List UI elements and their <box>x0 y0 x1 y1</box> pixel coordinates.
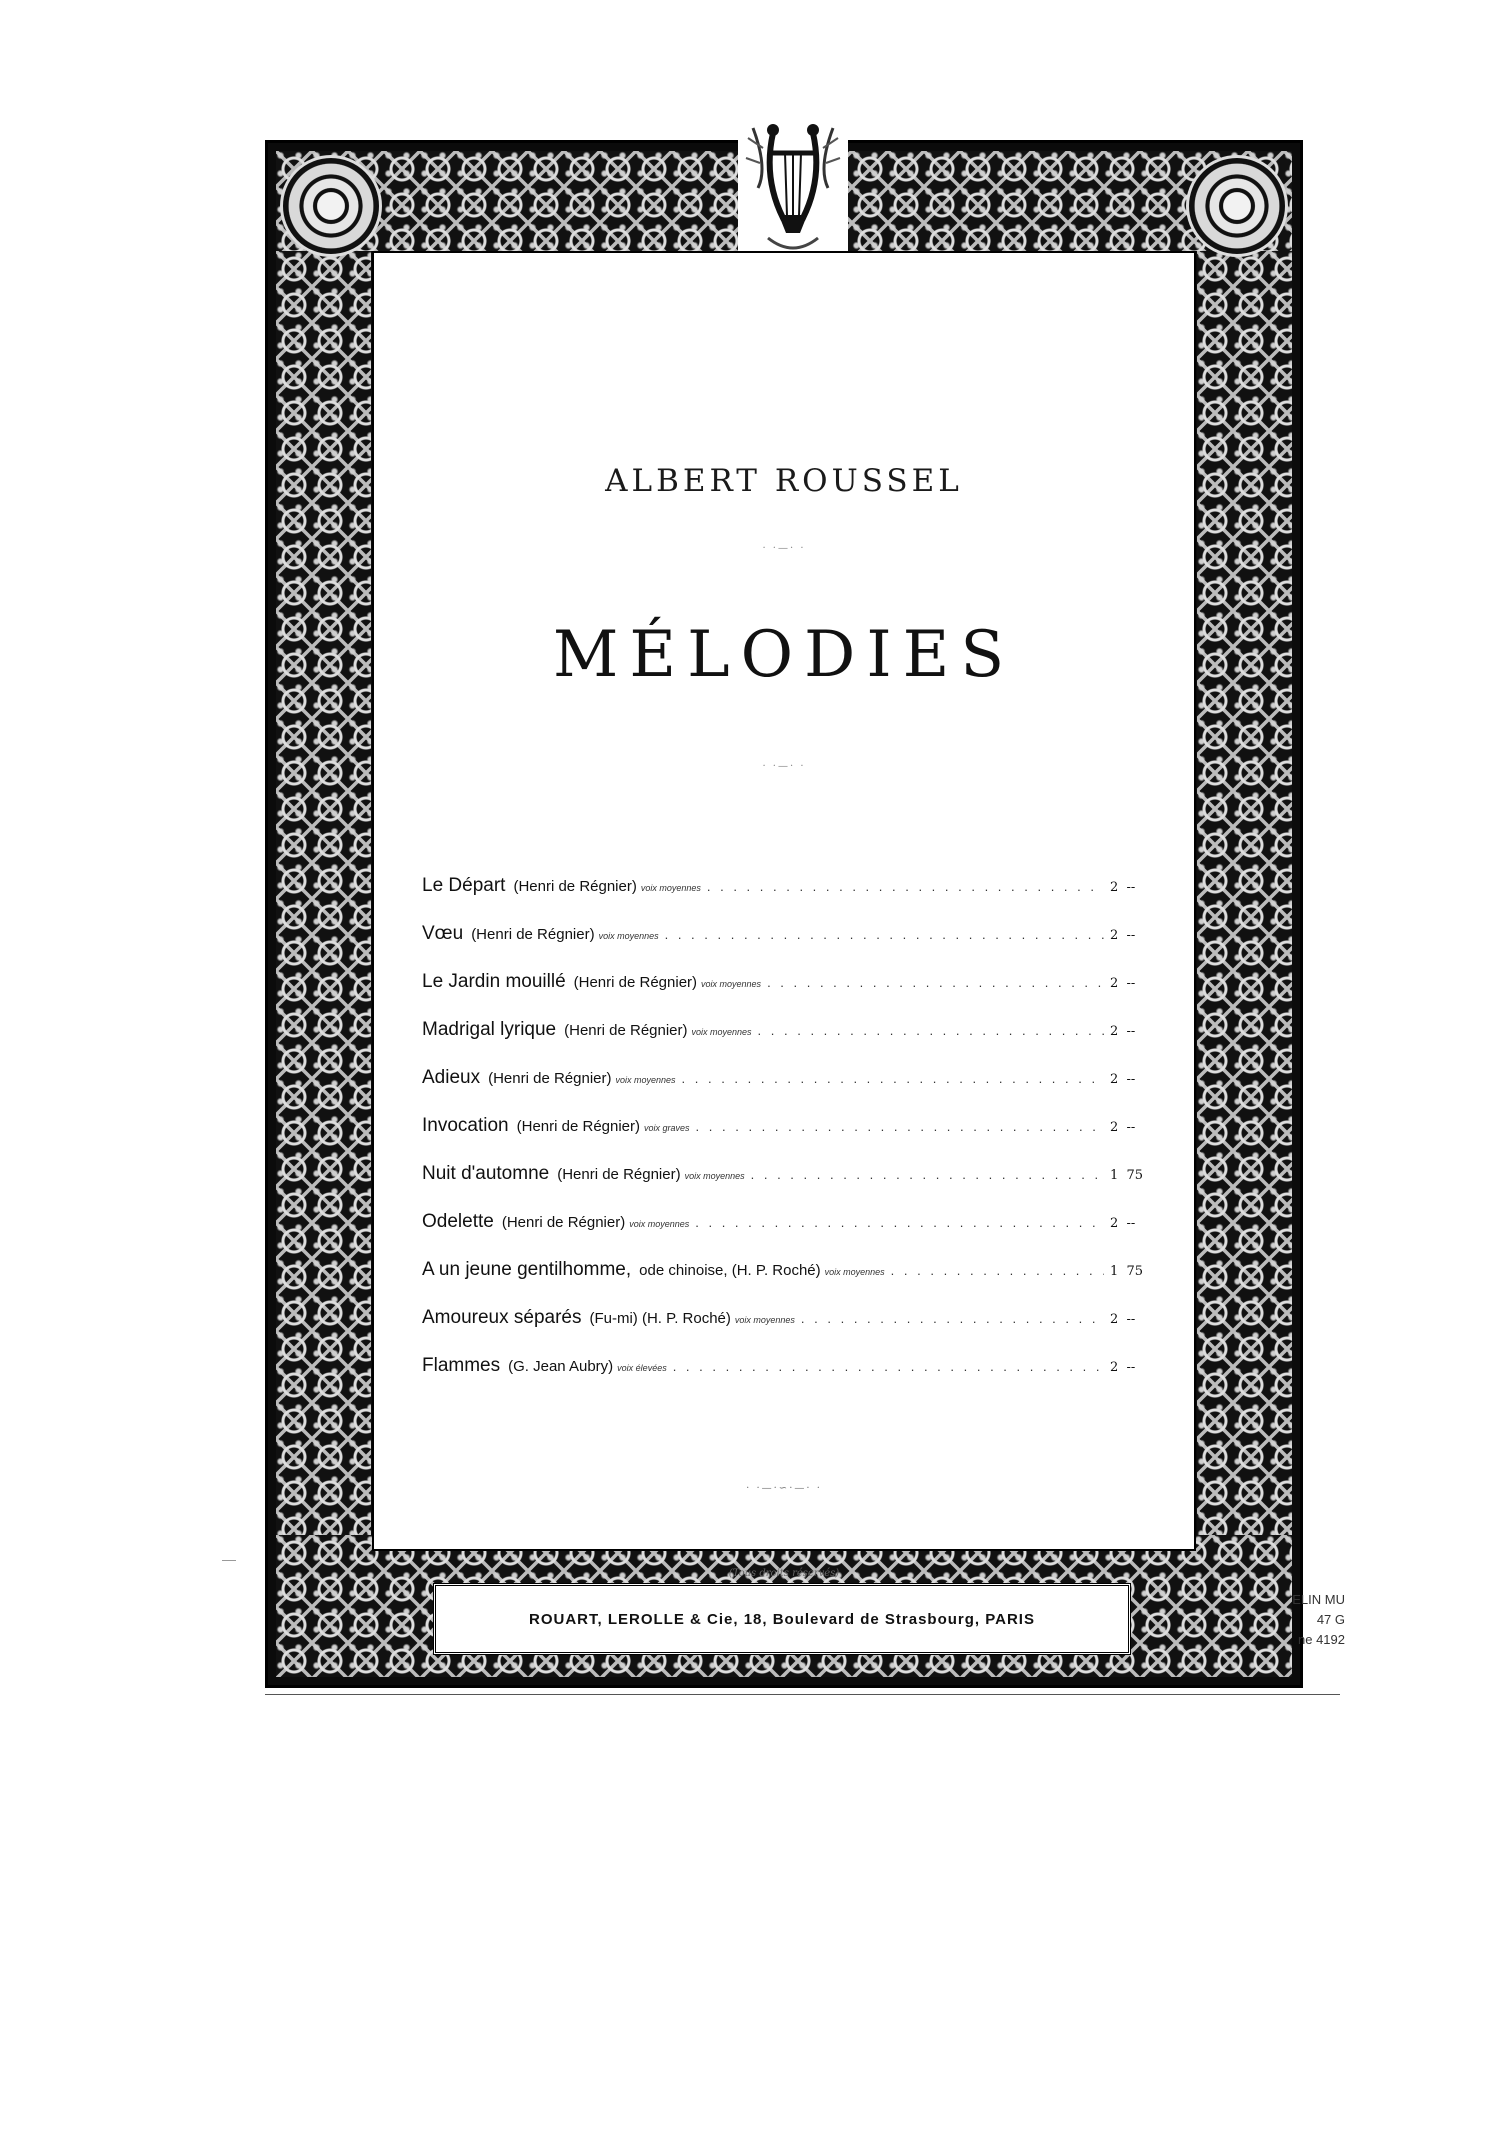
dot-leader <box>767 975 1104 990</box>
song-title: Flammes <box>422 1355 501 1376</box>
song-item <box>422 1259 1166 1307</box>
page-title: MÉLODIES <box>552 618 1016 692</box>
song-price: 2 -- <box>1110 1072 1136 1087</box>
song-item <box>422 1115 1166 1163</box>
song-price: 2 -- <box>1110 1024 1136 1039</box>
song-voice: voix moyennes <box>734 1315 795 1325</box>
dot-leader <box>891 1263 1104 1278</box>
song-item <box>422 1211 1166 1259</box>
song-item <box>422 1163 1166 1211</box>
song-list <box>422 875 1166 1403</box>
song-voice: voix moyennes <box>629 1219 690 1229</box>
song-price: 2 -- <box>1110 1120 1136 1135</box>
song-voice: voix moyennes <box>640 883 701 893</box>
lyre-icon <box>738 108 848 268</box>
dot-leader <box>801 1311 1104 1326</box>
margin-mark <box>222 1560 236 1561</box>
song-title: Nuit d'automne <box>422 1163 550 1184</box>
stamp-line: ne 4192 <box>1298 1632 1345 1647</box>
song-price: 2 -- <box>1110 1312 1136 1327</box>
library-stamp <box>1265 1590 1345 1650</box>
dot-leader <box>682 1071 1104 1086</box>
song-title: Adieux <box>422 1067 481 1088</box>
song-title: Le Départ <box>422 875 506 896</box>
dot-leader <box>673 1359 1104 1374</box>
song-item <box>422 875 1166 923</box>
song-price: 2 -- <box>1110 976 1136 991</box>
divider-ornament: · ·—· · <box>762 543 806 554</box>
song-title: Amoureux séparés <box>422 1307 582 1328</box>
song-poet: (Henri de Régnier) <box>513 878 637 895</box>
song-voice: voix graves <box>644 1123 690 1133</box>
divider-ornament: · ·—· · <box>762 761 806 772</box>
song-item <box>422 1355 1166 1403</box>
song-poet: (G. Jean Aubry) <box>508 1358 614 1375</box>
ornament-band-right <box>1197 251 1292 1535</box>
ornament-band-left <box>276 251 371 1535</box>
song-poet: (Henri de Régnier) <box>516 1118 641 1135</box>
monogram-medallion-left <box>280 155 382 257</box>
monogram-medallion-right <box>1186 155 1288 257</box>
song-title: Vœu <box>422 923 464 944</box>
dot-leader <box>696 1119 1104 1134</box>
song-item <box>422 1307 1166 1355</box>
ornamental-frame <box>265 140 1303 1688</box>
dot-leader <box>695 1215 1104 1230</box>
dot-leader <box>665 927 1104 942</box>
publisher-imprint: ROUART, LEROLLE & Cie, 18, Boulevard de Strasbourg, PARIS <box>529 1610 1035 1628</box>
song-item <box>422 923 1166 971</box>
song-voice: voix moyennes <box>615 1075 676 1085</box>
song-voice: voix moyennes <box>598 931 659 941</box>
song-poet: (Henri de Régnier) <box>488 1070 612 1087</box>
publisher-cartouche <box>433 1583 1131 1655</box>
song-voice: voix moyennes <box>701 979 762 989</box>
song-title: Invocation <box>422 1115 509 1136</box>
song-poet: (Henri de Régnier) <box>501 1214 626 1231</box>
song-voice: voix moyennes <box>691 1027 752 1037</box>
song-title: Le Jardin mouillé <box>422 971 566 992</box>
song-voice: voix moyennes <box>684 1171 745 1181</box>
song-title: Madrigal lyrique <box>422 1019 557 1040</box>
stamp-line: 47 G <box>1316 1612 1345 1627</box>
song-item <box>422 1067 1166 1115</box>
song-poet: (Fu-mi) (H. P. Roché) <box>589 1310 731 1327</box>
song-item <box>422 1019 1166 1067</box>
dot-leader <box>707 879 1104 894</box>
song-poet: (Henri de Régnier) <box>573 974 698 991</box>
song-title: Odelette <box>422 1211 494 1232</box>
song-voice: voix élevées <box>617 1363 667 1373</box>
stamp-line: ELIN MU <box>1292 1592 1345 1607</box>
small-ornament: · ·—·∽·—· · <box>746 1483 822 1494</box>
song-price: 2 -- <box>1110 1360 1136 1375</box>
bottom-rule <box>265 1694 1340 1695</box>
dot-leader <box>758 1023 1104 1038</box>
song-price: 2 -- <box>1110 928 1136 943</box>
song-poet: (Henri de Régnier) <box>564 1022 688 1039</box>
song-title: A un jeune gentilhomme, <box>422 1259 632 1280</box>
composer-name: ALBERT ROUSSEL <box>605 463 963 499</box>
dot-leader <box>751 1167 1104 1182</box>
song-voice: voix moyennes <box>824 1267 885 1277</box>
song-price: 2 -- <box>1110 880 1136 895</box>
rights-notice: (Tous droits réservés) <box>728 1568 840 1579</box>
song-item <box>422 971 1166 1019</box>
song-price: 1 75 <box>1110 1264 1144 1279</box>
song-poet: (Henri de Régnier) <box>557 1166 681 1183</box>
title-panel <box>372 251 1196 1579</box>
song-price: 1 75 <box>1110 1168 1144 1183</box>
song-poet: ode chinoise, (H. P. Roché) <box>639 1262 821 1279</box>
song-price: 2 -- <box>1110 1216 1136 1231</box>
song-poet: (Henri de Régnier) <box>471 926 595 943</box>
